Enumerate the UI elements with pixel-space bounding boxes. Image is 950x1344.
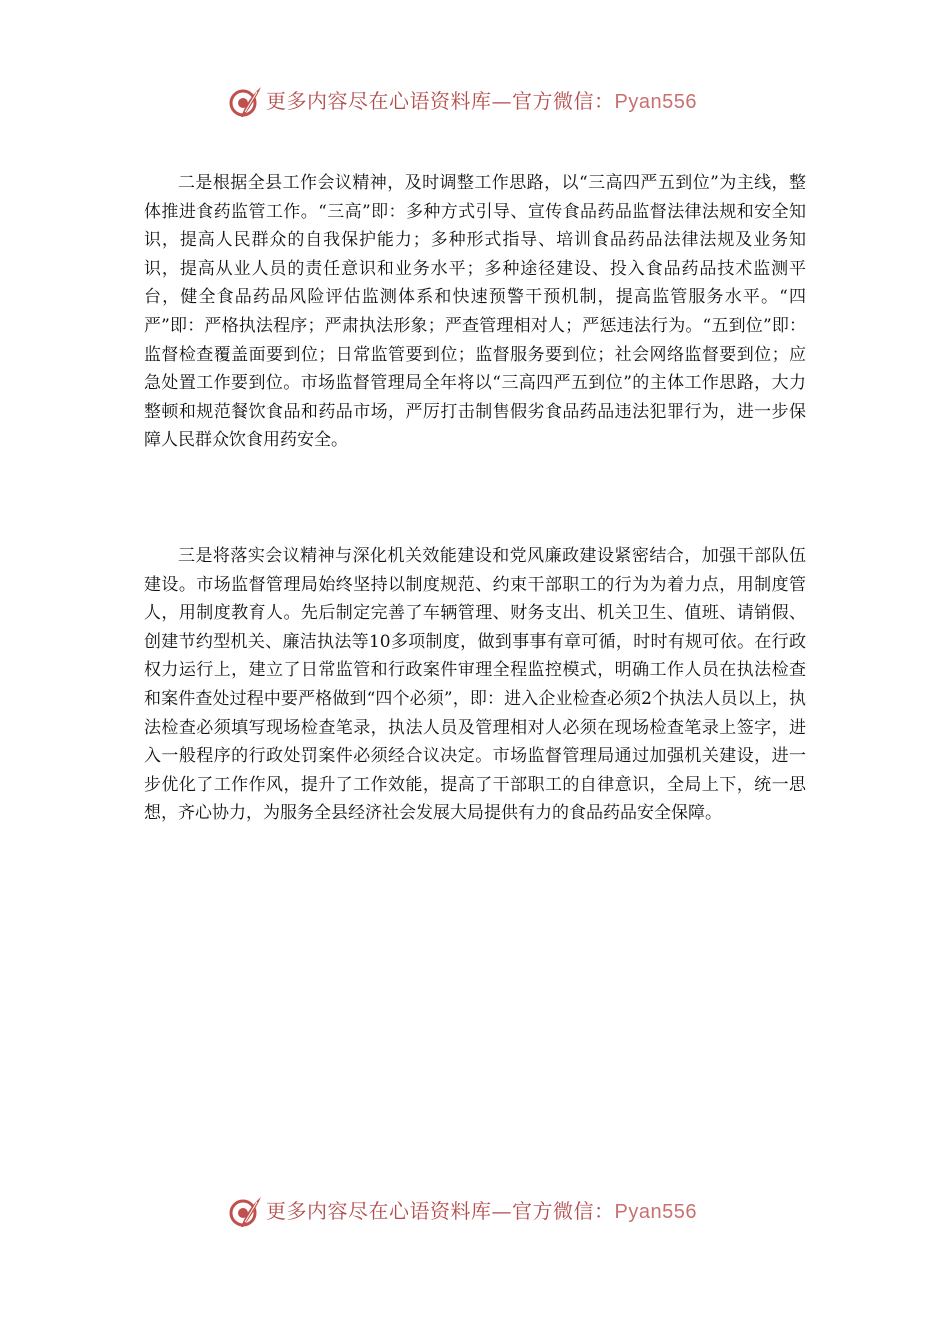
banner-wechat-id: Pyan556 [614,1201,697,1223]
footer-banner [0,1192,950,1232]
body-paragraph-1: 二是根据全县工作会议精神，及时调整工作思路，以“三高四严五到位”为主线，整体推进食药监管工作。“三高”即：多种方式引导、宣传食品药品监督法律法规和安全知识，提高人民群众的自我保护能力；多种形式指导、培训食品药品法律法规及业务知识，提高从业人员的责任意识和业务水平；多种途径建设、投入食品药品技术监测平台，健全食品药品风险评估监测体系和快速预警干预机制，提高监管服务水平。“四严”即：严格执法程序；严肃执法形象；严查管理相对人；严惩违法行为。“五到位”即：监督检查覆盖面要到位；日常监管要到位；监督服务要到位；社会网络监督要到位；应急处置工作要到位。市场监督管理局全年将以“三高四严五到位”的主体工作思路，大力整顿和规范餐饮食品和药品市场，严厉打击制售假劣食品药品违法犯罪行为，进一步保障人民群众饮食用药安全。 [144,173,806,451]
banner-promo-text: 更多内容尽在心语资料库—官方微信： [266,1199,615,1223]
header-banner [0,82,950,122]
banner-promo-text: 更多内容尽在心语资料库—官方微信： [266,89,615,113]
quill-logo-icon [227,84,263,120]
body-paragraph-2: 三是将落实会议精神与深化机关效能建设和党风廉政建设紧密结合，加强干部队伍建设。市场监督管理局始终坚持以制度规范、约束干部职工的行为为着力点，用制度管人，用制度教育人。先后制定完善了车辆管理、财务支出、机关卫生、值班、请销假、创建节约型机关、廉洁执法等10多项制度，做到事事有章可循，时时有规可依。在行政权力运行上，建立了日常监管和行政案件审理全程监控模式，明确工作人员在执法检查和案件查处过程中要严格做到“四个必须”，即：进入企业检查必须2个执法人员以上，执法检查必须填写现场检查笔录，执法人员及管理相对人必须在现场检查笔录上签字，进入一般程序的行政处罚案件必须经合议决定。市场监督管理局通过加强机关建设，进一步优化了工作作风，提升了工作效能，提高了干部职工的自律意识，全局上下，统一思想，齐心协力，为服务全县经济社会发展大局提供有力的食品药品安全保障。 [144,546,806,824]
banner-text [266,88,697,115]
banner-wechat-id: Pyan556 [614,91,697,113]
quill-logo-icon [227,1194,263,1230]
banner-text [266,1198,697,1225]
